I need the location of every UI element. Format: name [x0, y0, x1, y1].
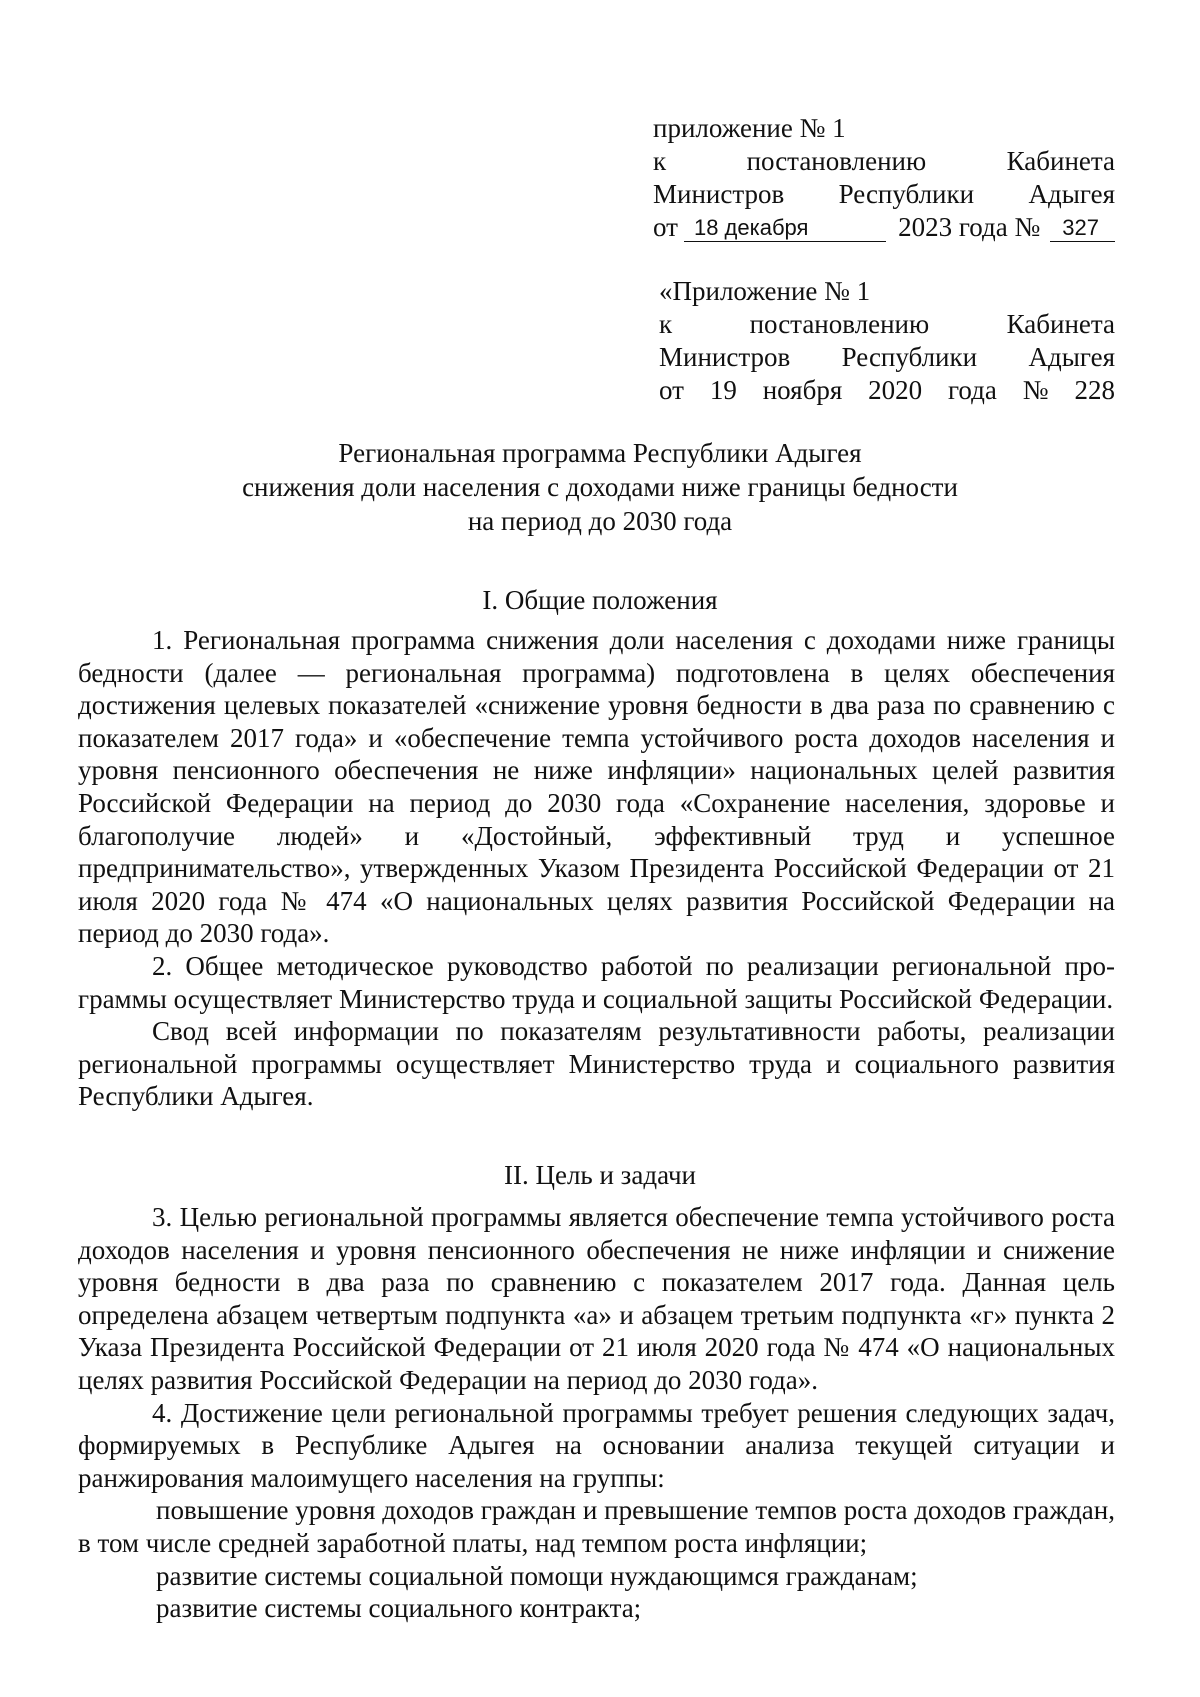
title-line-1: Региональная программа Республики Адыгея	[338, 438, 862, 468]
list-item: развитие системы социального контракта;	[156, 1593, 642, 1624]
section-2-heading: II. Цель и задачи	[503, 1160, 697, 1190]
annex-word: к	[659, 309, 673, 339]
document-number-field: 327	[1050, 215, 1115, 242]
annex-old-line-3	[659, 341, 1115, 374]
annex-new-line-1: приложение № 1	[653, 113, 846, 143]
document-title	[60, 436, 1140, 538]
title-line-3: на период до 2030 года	[467, 506, 733, 536]
annex-word: постановлению	[749, 309, 930, 339]
annex-word: Кабинета	[1006, 309, 1115, 339]
annex-old-line-1: «Приложение № 1	[659, 276, 871, 306]
annex-word: Республики	[841, 342, 978, 372]
annex-word: Министров	[653, 179, 785, 209]
paragraph: 4. Достижение цели региональной программы требует решения следующих задач, формируемых в Республике Адыгея на основании анализа текущей ситуации и ранжирования малоимущего населения на группы:	[78, 1397, 1115, 1493]
list-item: повышение уровня доходов граждан и превышение темпов роста доходов граждан, в том числе средней заработной платы, над темпом роста инфляции;	[78, 1495, 1115, 1558]
annex-old-line-2	[659, 308, 1115, 341]
annex-word: 228	[1074, 375, 1115, 405]
annex-word: постановлению	[746, 146, 927, 176]
annex-word: к	[653, 146, 667, 176]
annex-word: 2020	[868, 375, 923, 405]
annex-word: Кабинета	[1006, 146, 1115, 176]
annex-word: Министров	[659, 342, 791, 372]
annex-word: года	[948, 375, 997, 405]
annex-new-line-2	[653, 145, 1115, 178]
paragraph: 2. Общее методическое руководство работой по реализации региональной программы осуществляет Министерство труда и социальной защиты Российской Федерации.	[78, 950, 1115, 1014]
date-day-field: 18 декабря	[684, 215, 886, 242]
annex-word: Адыгея	[1028, 179, 1115, 209]
annex-word: 19	[709, 375, 737, 405]
annex-word: Республики	[838, 179, 975, 209]
annex-word: ноября	[762, 375, 843, 405]
annex-new-line-3	[653, 178, 1115, 211]
date-year: 2023 года №	[898, 212, 1041, 242]
paragraph: 1. Региональная программа снижения доли населения с доходами ниже границы бедности (далее — региональная программа) подготовлена в целях обеспечения достижения целевых показателей «снижение уровня бедности в два раза по сравнению с показателем 2017 года» и «обеспечение темпа устойчивого роста доходов населения и уровня пенсионного обеспечения не ниже инфляции» национальных целей развития Российской Федерации на период до 2030 года «Сохранение населения, здоровье и благополучие людей» и «Достойный, эффективный труд и успешное предпринимательство», утвержденных Указом Президента Российской Федерации от 21 июля 2020 года № 474 «О национальных целях развития Российской Федерации на период до 2030 года».	[78, 625, 1115, 949]
annex-block-new	[653, 112, 1115, 244]
annex-word: Адыгея	[1028, 342, 1115, 372]
annex-block-old	[659, 275, 1115, 407]
paragraph: 3. Целью региональной программы является обеспечение темпа устойчивого роста доходов населения и уровня пенсионного обеспечения не ниже инфляции и снижение уровня бедности в два раза по сравнению с показателем 2017 года. Данная цель определена абзацем четвертым подпункта «а» и абзацем третьим подпункта «г» пункта 2 Указа Президента Российской Федерации от 21 июля 2020 года № 474 «О национальных целях развития Российской Федерации на период до 2030 года».	[78, 1202, 1115, 1395]
annex-new-date-line	[653, 211, 1115, 244]
section-1-heading: I. Общие положения	[482, 585, 718, 615]
annex-word: №	[1022, 375, 1049, 405]
section-1-body	[78, 624, 1115, 1113]
date-prefix: от	[653, 212, 678, 242]
annex-word: от	[659, 375, 684, 405]
annex-old-line-4	[659, 374, 1115, 407]
section-2-body	[78, 1201, 1115, 1625]
title-line-2: снижения доли населения с доходами ниже границы бедности	[242, 472, 958, 502]
paragraph: Свод всей информации по показателям результативности работы, реализации региональной программы осуществляет Министерство труда и социального развития Республики Адыгея.	[78, 1016, 1115, 1112]
list-item: развитие системы социальной помощи нуждающимся гражданам;	[156, 1560, 918, 1591]
